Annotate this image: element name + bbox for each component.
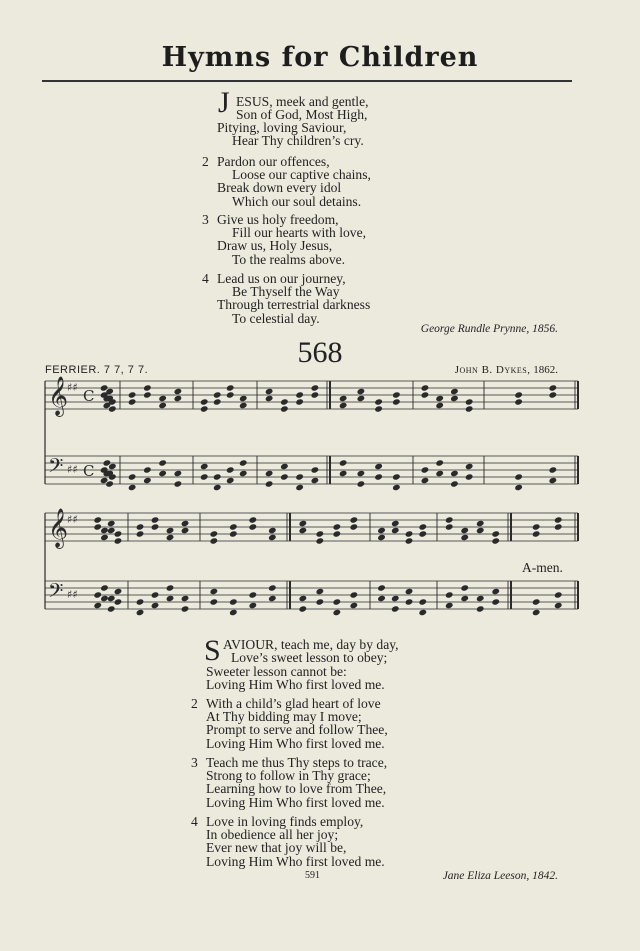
note-head [226,477,235,484]
note-head [445,516,454,523]
note-head [249,516,258,523]
note-head [200,398,209,405]
hymn-b-verse-1-cont [206,665,385,691]
note-head [295,473,304,480]
verse-line: In obedience all her joy; [206,827,339,843]
page-number: 591 [305,870,320,881]
note-head [200,463,209,470]
note-head [226,384,235,391]
note-head [450,480,459,487]
note-head [391,605,400,612]
note-head [532,598,541,605]
note-head [377,595,386,602]
note-head [107,527,116,534]
note-head [268,527,277,534]
note-head [280,405,289,412]
note-head [158,395,167,402]
note-head [549,384,558,391]
note-head [268,534,277,541]
note-head [421,477,430,484]
note-head [392,391,401,398]
verse-line: Prompt to serve and follow Thee, [206,722,388,738]
note-head [316,598,325,605]
note-head [239,459,248,466]
note-head [174,470,183,477]
note-head [229,609,238,616]
note-head [100,527,109,534]
note-head [166,527,175,534]
composer-name: John B. Dykes, [454,364,531,376]
note-head [460,534,469,541]
verse-line: Son of God, Most High, [236,107,368,123]
note-head [350,602,359,609]
note-head [181,605,190,612]
verse-line: Give us holy freedom, [217,212,339,227]
note-head [107,520,116,527]
note-head [333,530,342,537]
note-head [405,598,414,605]
note-head [491,598,500,605]
verse-line: Which our soul detains. [232,193,362,209]
note-head [100,534,109,541]
note-head [554,602,563,609]
composer-year: 1862. [530,364,558,376]
note-head [174,395,183,402]
note-head [350,523,359,530]
note-head [339,459,348,466]
note-head [339,470,348,477]
note-head [158,470,167,477]
note-head [377,584,386,591]
note-head [107,595,116,602]
note-head [265,388,274,395]
note-head [316,537,325,544]
staves [45,376,578,609]
note-head [280,473,289,480]
note-head [435,395,444,402]
verse-line: Draw us, Holy Jesus, [217,238,333,254]
note-head [249,591,258,598]
note-head [333,598,342,605]
note-head [295,391,304,398]
note-head [239,470,248,477]
verse-line: Love in loving finds employ, [206,814,364,829]
note-head [210,530,219,537]
key-signature: ♯♯ [67,513,78,526]
note-head [460,584,469,591]
verse-number: 4 [191,814,198,829]
note-head [181,595,190,602]
note-head [476,520,485,527]
note-head [350,516,359,523]
verse-line: Lead us on our journey, [217,271,346,286]
bass-clef: 𝄢 [48,579,64,607]
drop-cap: J [218,86,230,119]
note-head [200,405,209,412]
time-signature: C [83,387,95,405]
note-head [450,470,459,477]
verse-line: Pitying, loving Saviour, [217,120,347,135]
note-head [114,537,123,544]
note-head [405,588,414,595]
note-head [460,527,469,534]
verse-line: Hear Thy children’s cry. [232,133,364,149]
note-head [392,473,401,480]
note-head [316,530,325,537]
note-head [181,527,190,534]
note-head [554,516,563,523]
note-head [210,588,219,595]
note-head [445,523,454,530]
verse-line: AVIOUR, teach me, day by day, [223,637,399,652]
note-head [391,520,400,527]
note-head [554,591,563,598]
note-head [491,530,500,537]
note-head [114,588,123,595]
note-head [374,398,383,405]
note-head [229,523,238,530]
note-head [158,459,167,466]
note-head [100,584,109,591]
verse-number: 3 [191,755,198,770]
note-head [418,598,427,605]
note-head [476,527,485,534]
verse-line: Learning how to love from Thee, [206,781,387,797]
note-head [450,395,459,402]
note-head [418,523,427,530]
note-head [136,609,145,616]
verse-line: Loving Him Who first loved me. [206,794,385,810]
note-head [465,398,474,405]
note-head [532,609,541,616]
note-head [213,473,222,480]
note-head [445,602,454,609]
note-head [128,473,137,480]
verse-line: At Thy bidding may I move; [206,709,362,725]
note-head [174,480,183,487]
note-head [391,595,400,602]
key-signature: ♯♯ [67,381,78,394]
note-head [166,534,175,541]
note-head [226,391,235,398]
note-head [554,523,563,530]
note-head [465,463,474,470]
verse-line: Teach me thus Thy steps to trace, [206,755,388,770]
note-head [93,523,102,530]
hymn-b-author: Jane Eliza Leeson, 1842. [442,870,558,882]
note-head [391,527,400,534]
note-head [265,395,274,402]
note-head [350,591,359,598]
verse-number: 2 [202,154,209,169]
note-head [213,484,222,491]
note-head [339,402,348,409]
note-head [392,398,401,405]
note-head [377,527,386,534]
note-head [295,398,304,405]
verse-line: Loving Him Who first loved me. [206,853,385,869]
note-head [265,470,274,477]
note-head [357,388,366,395]
note-head [299,520,308,527]
note-head [295,484,304,491]
bass-clef: 𝄢 [48,454,64,482]
note-head [339,395,348,402]
note-head [265,480,274,487]
note-head [268,595,277,602]
verse-line: Fill our hearts with love, [232,225,367,241]
note-head [392,484,401,491]
note-head [114,530,123,537]
note-head [421,391,430,398]
note-head [143,477,152,484]
note-head [357,470,366,477]
note-head [200,473,209,480]
note-head [374,473,383,480]
verse-line: Be Thyself the Way [232,284,340,300]
note-head [268,584,277,591]
note-head [311,466,320,473]
note-head [107,605,116,612]
note-head [514,484,523,491]
note-head [491,537,500,544]
note-head [93,602,102,609]
note-head [114,598,123,605]
note-head [151,591,160,598]
verse-number: 4 [202,271,209,286]
note-head [514,473,523,480]
key-signature: ♯♯ [67,588,78,601]
note-head [158,402,167,409]
note-head [377,534,386,541]
note-head [532,530,541,537]
verse-line: Ever new that joy will be, [206,840,347,856]
note-head [357,480,366,487]
note-head [549,391,558,398]
note-head [213,398,222,405]
hymn-b-verse-4 [191,814,385,869]
note-head [299,595,308,602]
time-signature: C [83,462,95,480]
note-head [435,402,444,409]
note-head [435,470,444,477]
note-head [229,530,238,537]
note-head [151,516,160,523]
verse-number: 2 [191,696,198,711]
note-head [476,595,485,602]
note-head [421,384,430,391]
note-head [299,605,308,612]
note-head [128,484,137,491]
note-head [166,595,175,602]
verse-line: Sweeter lesson cannot be: [206,664,347,679]
note-head [465,473,474,480]
note-head [311,477,320,484]
note-head [549,477,558,484]
note-head [174,388,183,395]
hymn-b-verse-1 [223,638,399,664]
verse-line: ESUS, meek and gentle, [236,94,369,109]
note-head [316,588,325,595]
verse-line: To the realms above. [232,251,346,267]
verse-line: Love’s sweet lesson to obey; [231,650,388,666]
note-head [476,605,485,612]
verse-line: Break down every idol [217,180,342,196]
verse-number: 3 [202,212,209,227]
note-head [311,391,320,398]
tune-name: FERRIER. 7 7, 7 7. [45,364,149,376]
note-head [299,527,308,534]
note-head [514,398,523,405]
note-head [128,391,137,398]
note-head [445,591,454,598]
note-head [491,588,500,595]
verse-line: Strong to follow in Thy grace; [206,768,371,784]
note-head [128,398,137,405]
note-head [333,609,342,616]
note-head [405,530,414,537]
verse-line: Through terrestrial darkness [217,297,371,313]
hymn-a-author: George Rundle Prynne, 1856. [420,323,558,335]
note-head [143,466,152,473]
note-head [143,391,152,398]
hymn-b-verse-2 [191,696,388,751]
drop-cap: S [204,634,221,667]
note-head [151,602,160,609]
note-head [136,530,145,537]
note-head [229,598,238,605]
note-head [418,609,427,616]
verse-line: With a child’s glad heart of love [206,696,381,711]
note-head [249,602,258,609]
note-head [249,523,258,530]
verse-line: Loving Him Who first loved me. [206,677,385,693]
note-head [151,523,160,530]
note-head [210,598,219,605]
note-head [210,537,219,544]
hymn-b-verse-3 [191,755,388,810]
treble-clef: 𝄞 [48,376,69,416]
note-head [405,537,414,544]
note-head [549,466,558,473]
note-head [532,523,541,530]
note-head [100,595,109,602]
verse-line: Pardon our offences, [217,154,330,169]
note-head [450,388,459,395]
note-head [280,463,289,470]
note-head [333,523,342,530]
treble-clef: 𝄞 [48,508,69,548]
hymn-number: 568 [297,336,343,369]
note-head [460,595,469,602]
note-head [435,459,444,466]
note-head [280,398,289,405]
note-head [136,598,145,605]
verse-line: Loving Him Who first loved me. [206,735,385,751]
note-head [181,520,190,527]
note-head [514,391,523,398]
note-head [226,466,235,473]
note-head [374,463,383,470]
note-head [421,466,430,473]
note-head [418,530,427,537]
note-head [374,405,383,412]
note-head [136,523,145,530]
note-head [239,402,248,409]
verse-line: To celestial day. [232,310,320,326]
note-head [239,395,248,402]
amen-text: A-men. [522,560,563,575]
note-head [93,516,102,523]
note-head [213,391,222,398]
note-head [166,584,175,591]
note-head [311,384,320,391]
note-head [357,395,366,402]
key-signature: ♯♯ [67,463,78,476]
note-head [143,384,152,391]
page-header-title: Hymns for Children [161,42,479,73]
verse-line: Loose our captive chains, [232,167,371,183]
note-head [465,405,474,412]
note-head [93,591,102,598]
